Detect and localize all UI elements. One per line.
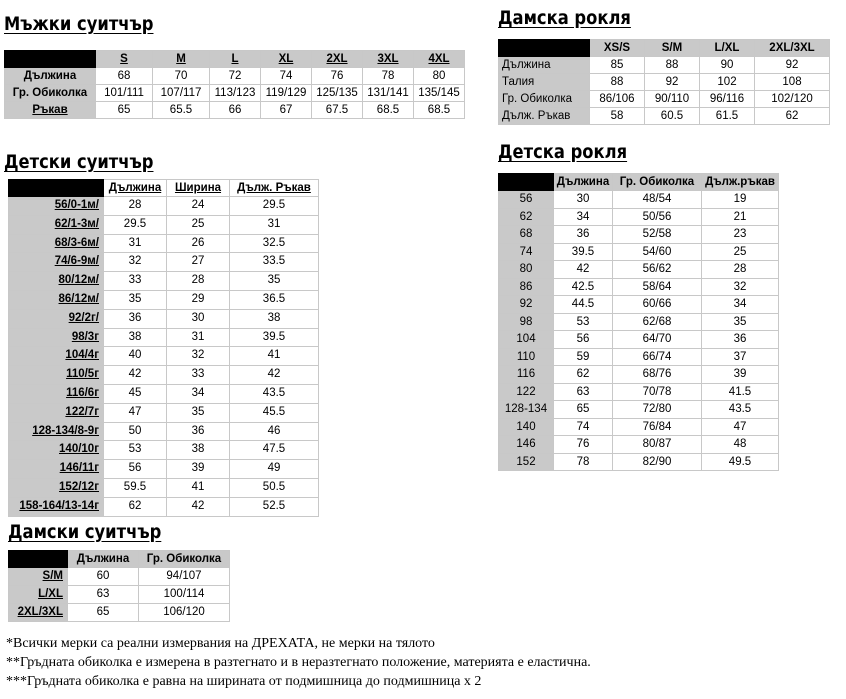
row-label: Дължина <box>499 57 590 74</box>
row-label: S/M <box>9 568 68 586</box>
row-label: 152/12г <box>9 478 104 497</box>
cell: 46 <box>230 422 319 441</box>
cell: 27 <box>167 253 230 272</box>
cell: 63 <box>554 383 613 401</box>
cell: 21 <box>702 208 779 226</box>
row-label: Ръкав <box>5 102 96 119</box>
womens-dress-section <box>498 6 830 125</box>
cell: 119/129 <box>261 85 312 102</box>
table-row <box>499 331 779 349</box>
cell: 39 <box>167 460 230 479</box>
column-header: Дълж.ръкав <box>702 174 779 191</box>
cell: 74 <box>261 68 312 85</box>
size-header: XL <box>261 51 312 68</box>
cell: 38 <box>230 309 319 328</box>
cell: 33 <box>167 366 230 385</box>
cell: 62 <box>554 366 613 384</box>
cell: 59 <box>554 348 613 366</box>
row-label: 116 <box>499 366 554 384</box>
column-header: Гр. Обиколка <box>139 551 230 568</box>
cell: 108 <box>755 74 830 91</box>
womens-dress-header-row <box>499 40 830 57</box>
table-row <box>9 366 319 385</box>
cell: 28 <box>167 272 230 291</box>
table-row <box>499 296 779 314</box>
row-label: 146 <box>499 436 554 454</box>
row-label: 80 <box>499 261 554 279</box>
table-row <box>9 384 319 403</box>
cell: 66/74 <box>613 348 702 366</box>
cell: 53 <box>554 313 613 331</box>
cell: 60.5 <box>645 108 700 125</box>
cell: 65 <box>554 401 613 419</box>
cell: 44.5 <box>554 296 613 314</box>
row-label: Дълж. Ръкав <box>499 108 590 125</box>
cell: 68/76 <box>613 366 702 384</box>
cell: 68.5 <box>414 102 465 119</box>
table-row <box>9 347 319 366</box>
table-row <box>499 418 779 436</box>
cell: 107/117 <box>153 85 210 102</box>
cell: 88 <box>590 74 645 91</box>
row-label: 56/0-1м/ <box>9 197 104 216</box>
table-row <box>499 278 779 296</box>
row-label: 140/10г <box>9 441 104 460</box>
cell: 76/84 <box>613 418 702 436</box>
size-header: S/M <box>645 40 700 57</box>
cell: 42.5 <box>554 278 613 296</box>
table-row <box>9 478 319 497</box>
row-label: 104 <box>499 331 554 349</box>
cell: 41 <box>230 347 319 366</box>
cell: 30 <box>167 309 230 328</box>
row-label: 146/11г <box>9 460 104 479</box>
cell: 28 <box>702 261 779 279</box>
table-row <box>499 313 779 331</box>
cell: 64/70 <box>613 331 702 349</box>
column-header: Ширина <box>167 180 230 197</box>
cell: 125/135 <box>312 85 363 102</box>
table-row <box>499 348 779 366</box>
size-header: L <box>210 51 261 68</box>
cell: 40 <box>104 347 167 366</box>
cell: 65.5 <box>153 102 210 119</box>
cell: 65 <box>68 604 139 622</box>
table-row <box>9 403 319 422</box>
row-label: 56 <box>499 191 554 209</box>
table-row <box>499 436 779 454</box>
cell: 34 <box>554 208 613 226</box>
table-row <box>9 586 230 604</box>
row-label: 104/4г <box>9 347 104 366</box>
cell: 62 <box>755 108 830 125</box>
kids-hoodie-title: Детски суитчър <box>4 151 154 173</box>
row-label: 158-164/13-14г <box>9 497 104 516</box>
cell: 59.5 <box>104 478 167 497</box>
cell: 49.5 <box>702 453 779 471</box>
table-row <box>9 272 319 291</box>
footnotes <box>6 634 591 691</box>
cell: 23 <box>702 226 779 244</box>
cell: 67.5 <box>312 102 363 119</box>
row-label: 122 <box>499 383 554 401</box>
cell: 80/87 <box>613 436 702 454</box>
table-row <box>499 57 830 74</box>
table-row <box>499 366 779 384</box>
cell: 41.5 <box>702 383 779 401</box>
table-row <box>5 102 465 119</box>
cell: 32.5 <box>230 234 319 253</box>
cell: 72/80 <box>613 401 702 419</box>
size-header: S <box>96 51 153 68</box>
row-label: 110 <box>499 348 554 366</box>
cell: 60/66 <box>613 296 702 314</box>
cell: 78 <box>554 453 613 471</box>
cell: 38 <box>167 441 230 460</box>
cell: 65 <box>96 102 153 119</box>
cell: 31 <box>230 215 319 234</box>
kids-dress-table <box>498 173 779 471</box>
womens-dress-title: Дамска рокля <box>498 7 631 29</box>
mens-header-row <box>5 51 465 68</box>
cell: 113/123 <box>210 85 261 102</box>
size-header: 2XL <box>312 51 363 68</box>
table-row <box>9 290 319 309</box>
cell: 30 <box>554 191 613 209</box>
cell: 36 <box>104 309 167 328</box>
cell: 92 <box>755 57 830 74</box>
cell: 29.5 <box>230 197 319 216</box>
row-label: 86/12м/ <box>9 290 104 309</box>
row-label: 152 <box>499 453 554 471</box>
cell: 33.5 <box>230 253 319 272</box>
column-header: Гр. Обиколка <box>613 174 702 191</box>
womens-hoodie-section <box>8 520 230 622</box>
corner-cell <box>499 174 554 191</box>
footnote: **Гръдната обиколка е измерена в разтегнато и в неразтегнато положение, материята е еластична. <box>6 655 591 670</box>
mens-hoodie-title: Мъжки суитчър <box>4 13 154 35</box>
row-label: 2XL/3XL <box>9 604 68 622</box>
row-label: 116/6г <box>9 384 104 403</box>
table-row <box>9 309 319 328</box>
cell: 50.5 <box>230 478 319 497</box>
cell: 47 <box>702 418 779 436</box>
cell: 76 <box>312 68 363 85</box>
size-header: 4XL <box>414 51 465 68</box>
cell: 70 <box>153 68 210 85</box>
cell: 68 <box>96 68 153 85</box>
cell: 33 <box>104 272 167 291</box>
cell: 37 <box>702 348 779 366</box>
cell: 56 <box>104 460 167 479</box>
cell: 102/120 <box>755 91 830 108</box>
table-row <box>499 108 830 125</box>
table-row <box>9 604 230 622</box>
cell: 36 <box>167 422 230 441</box>
cell: 85 <box>590 57 645 74</box>
kids-dress-title: Детска рокля <box>498 141 628 163</box>
cell: 45.5 <box>230 403 319 422</box>
row-label: 68/3-6м/ <box>9 234 104 253</box>
table-row <box>499 208 779 226</box>
cell: 47.5 <box>230 441 319 460</box>
cell: 39.5 <box>230 328 319 347</box>
table-row <box>499 453 779 471</box>
mens-hoodie-table <box>4 50 465 119</box>
row-label: 62/1-3м/ <box>9 215 104 234</box>
cell: 25 <box>702 243 779 261</box>
row-label: 140 <box>499 418 554 436</box>
column-header: Дълж. Ръкав <box>230 180 319 197</box>
table-row <box>9 215 319 234</box>
cell: 34 <box>702 296 779 314</box>
row-label: 92 <box>499 296 554 314</box>
cell: 43.5 <box>230 384 319 403</box>
table-row <box>9 328 319 347</box>
column-header: Дължина <box>68 551 139 568</box>
cell: 80 <box>414 68 465 85</box>
row-label: 98 <box>499 313 554 331</box>
cell: 102 <box>700 74 755 91</box>
table-row <box>499 261 779 279</box>
cell: 70/78 <box>613 383 702 401</box>
cell: 67 <box>261 102 312 119</box>
cell: 135/145 <box>414 85 465 102</box>
cell: 78 <box>363 68 414 85</box>
table-row <box>499 191 779 209</box>
cell: 36 <box>554 226 613 244</box>
cell: 63 <box>68 586 139 604</box>
corner-cell <box>9 551 68 568</box>
cell: 42 <box>104 366 167 385</box>
cell: 90 <box>700 57 755 74</box>
cell: 29 <box>167 290 230 309</box>
cell: 131/141 <box>363 85 414 102</box>
cell: 32 <box>104 253 167 272</box>
cell: 48 <box>702 436 779 454</box>
cell: 54/60 <box>613 243 702 261</box>
table-row <box>9 422 319 441</box>
table-row <box>9 253 319 272</box>
table-row <box>9 197 319 216</box>
womens-hoodie-table <box>8 550 230 622</box>
cell: 32 <box>702 278 779 296</box>
row-label: 68 <box>499 226 554 244</box>
row-label: 80/12м/ <box>9 272 104 291</box>
womens-dress-table <box>498 39 830 125</box>
cell: 35 <box>702 313 779 331</box>
table-row <box>9 441 319 460</box>
row-label: Талия <box>499 74 590 91</box>
cell: 45 <box>104 384 167 403</box>
kids-hoodie-header-row <box>9 180 319 197</box>
table-row <box>499 243 779 261</box>
cell: 52.5 <box>230 497 319 516</box>
size-header: XS/S <box>590 40 645 57</box>
mens-hoodie-section <box>4 12 465 119</box>
cell: 49 <box>230 460 319 479</box>
row-label: Гр. Обиколка <box>499 91 590 108</box>
cell: 43.5 <box>702 401 779 419</box>
table-row <box>5 85 465 102</box>
column-header: Дължина <box>104 180 167 197</box>
cell: 60 <box>68 568 139 586</box>
cell: 62 <box>104 497 167 516</box>
kids-dress-section <box>498 140 779 471</box>
cell: 38 <box>104 328 167 347</box>
cell: 29.5 <box>104 215 167 234</box>
row-label: 128-134/8-9г <box>9 422 104 441</box>
row-label: 110/5г <box>9 366 104 385</box>
cell: 26 <box>167 234 230 253</box>
cell: 35 <box>104 290 167 309</box>
kids-hoodie-section <box>4 150 319 517</box>
cell: 35 <box>230 272 319 291</box>
cell: 24 <box>167 197 230 216</box>
kids-hoodie-table <box>8 179 319 517</box>
size-header: 3XL <box>363 51 414 68</box>
table-row <box>499 401 779 419</box>
row-label: Гр. Обиколка <box>5 85 96 102</box>
cell: 36.5 <box>230 290 319 309</box>
row-label: 122/7г <box>9 403 104 422</box>
table-row <box>499 383 779 401</box>
corner-cell <box>9 180 104 197</box>
footnote: ***Гръдната обиколка е равна на ширината от подмишница до подмишница х 2 <box>6 674 482 689</box>
cell: 28 <box>104 197 167 216</box>
cell: 61.5 <box>700 108 755 125</box>
cell: 100/114 <box>139 586 230 604</box>
cell: 53 <box>104 441 167 460</box>
cell: 36 <box>702 331 779 349</box>
cell: 31 <box>104 234 167 253</box>
cell: 76 <box>554 436 613 454</box>
cell: 50/56 <box>613 208 702 226</box>
cell: 32 <box>167 347 230 366</box>
cell: 82/90 <box>613 453 702 471</box>
column-header: Дължина <box>554 174 613 191</box>
cell: 42 <box>167 497 230 516</box>
cell: 39.5 <box>554 243 613 261</box>
cell: 86/106 <box>590 91 645 108</box>
table-row <box>9 568 230 586</box>
cell: 19 <box>702 191 779 209</box>
womens-hoodie-title: Дамски суитчър <box>8 521 162 543</box>
cell: 96/116 <box>700 91 755 108</box>
cell: 74 <box>554 418 613 436</box>
cell: 34 <box>167 384 230 403</box>
cell: 42 <box>554 261 613 279</box>
cell: 52/58 <box>613 226 702 244</box>
table-row <box>499 226 779 244</box>
cell: 58/64 <box>613 278 702 296</box>
size-header: M <box>153 51 210 68</box>
table-row <box>9 460 319 479</box>
table-row <box>499 91 830 108</box>
table-row <box>499 74 830 91</box>
footnote: *Всички мерки са реални измервания на ДРЕХАТА, не мерки на тялото <box>6 636 435 651</box>
row-label: 74 <box>499 243 554 261</box>
cell: 41 <box>167 478 230 497</box>
row-label: Дължина <box>5 68 96 85</box>
table-row <box>5 68 465 85</box>
cell: 92 <box>645 74 700 91</box>
row-label: 92/2г/ <box>9 309 104 328</box>
kids-dress-header-row <box>499 174 779 191</box>
corner-cell <box>499 40 590 57</box>
corner-cell <box>5 51 96 68</box>
cell: 56 <box>554 331 613 349</box>
cell: 88 <box>645 57 700 74</box>
row-label: L/XL <box>9 586 68 604</box>
cell: 56/62 <box>613 261 702 279</box>
cell: 106/120 <box>139 604 230 622</box>
cell: 58 <box>590 108 645 125</box>
row-label: 128-134 <box>499 401 554 419</box>
table-row <box>9 497 319 516</box>
cell: 66 <box>210 102 261 119</box>
cell: 48/54 <box>613 191 702 209</box>
cell: 50 <box>104 422 167 441</box>
size-header: L/XL <box>700 40 755 57</box>
cell: 72 <box>210 68 261 85</box>
cell: 68.5 <box>363 102 414 119</box>
row-label: 98/3г <box>9 328 104 347</box>
row-label: 74/6-9м/ <box>9 253 104 272</box>
cell: 35 <box>167 403 230 422</box>
cell: 101/111 <box>96 85 153 102</box>
cell: 62/68 <box>613 313 702 331</box>
row-label: 86 <box>499 278 554 296</box>
cell: 31 <box>167 328 230 347</box>
cell: 94/107 <box>139 568 230 586</box>
cell: 42 <box>230 366 319 385</box>
cell: 47 <box>104 403 167 422</box>
row-label: 62 <box>499 208 554 226</box>
size-header: 2XL/3XL <box>755 40 830 57</box>
womens-hoodie-header-row <box>9 551 230 568</box>
cell: 39 <box>702 366 779 384</box>
table-row <box>9 234 319 253</box>
cell: 25 <box>167 215 230 234</box>
cell: 90/110 <box>645 91 700 108</box>
